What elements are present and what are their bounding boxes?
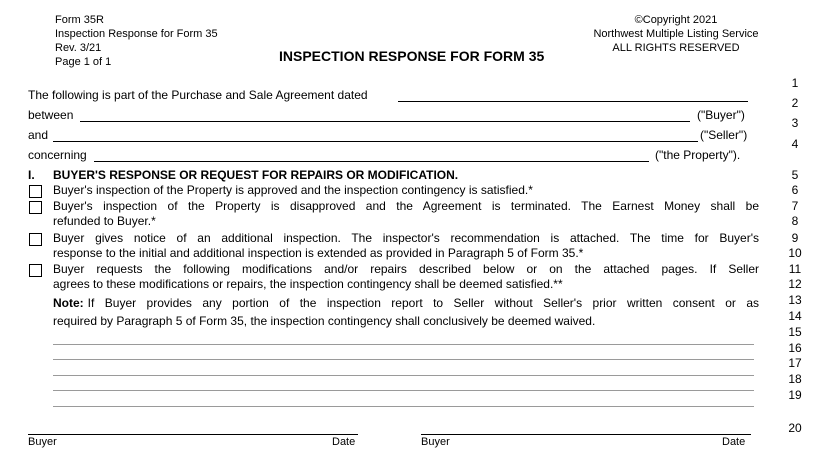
- form-name: Inspection Response for Form 35: [55, 28, 218, 40]
- modification-line[interactable]: [53, 375, 754, 376]
- line-number: 14: [788, 309, 802, 323]
- organization: Northwest Multiple Listing Service: [593, 28, 759, 40]
- line-number: 17: [788, 356, 802, 370]
- line-number: 1: [791, 76, 799, 90]
- section-heading: BUYER'S RESPONSE OR REQUEST FOR REPAIRS OR MODIFICATION.: [53, 168, 459, 182]
- request-repairs-checkbox[interactable]: [29, 264, 42, 277]
- note-text-line2: required by Paragraph 5 of Form 35, the inspection contingency shall conclusively be deemed waived.: [53, 314, 596, 328]
- line-number: 11: [788, 262, 802, 276]
- line-number: 16: [788, 341, 802, 355]
- disapprove-checkbox[interactable]: [29, 201, 42, 214]
- buyer1-signature-line[interactable]: [28, 434, 358, 435]
- form-rev: Rev. 3/21: [55, 42, 102, 54]
- line-number: 9: [791, 231, 799, 245]
- option-approve-text: Buyer's inspection of the Property is approved and the inspection contingency is satisfied.*: [53, 183, 533, 197]
- buyer1-signature-label: Buyer: [28, 436, 57, 448]
- buyer1-date-label: Date: [332, 436, 356, 448]
- agreement-date-field[interactable]: [398, 101, 748, 102]
- line-number: 2: [791, 96, 799, 110]
- line-number: 12: [788, 277, 802, 291]
- line-number: 8: [791, 214, 799, 228]
- modification-line[interactable]: [53, 406, 754, 407]
- buyer-label: between: [28, 108, 74, 122]
- line-number: 20: [788, 421, 802, 435]
- seller-label: and: [28, 128, 49, 142]
- property-label: concerning: [28, 148, 87, 162]
- buyer-suffix: ("Buyer"): [697, 108, 745, 122]
- buyer2-date-label: Date: [722, 436, 746, 448]
- option-additional-text-line2: response to the initial and additional inspection is extended as provided in Paragraph 5 of Form 35.*: [53, 246, 584, 260]
- note-line1: [53, 296, 759, 310]
- line-number: 10: [788, 246, 802, 260]
- line-number: 13: [788, 293, 802, 307]
- option-additional-text-line1: Buyer gives notice of an additional inspection. The inspector's recommendation is attached. The time for Buyer's: [53, 231, 759, 245]
- buyer-name-field[interactable]: [80, 121, 690, 122]
- seller-suffix: ("Seller"): [700, 128, 748, 142]
- line-number: 15: [788, 325, 802, 339]
- buyer2-signature-line[interactable]: [421, 434, 751, 435]
- copyright: ©Copyright 2021: [634, 14, 718, 26]
- approve-checkbox[interactable]: [29, 185, 42, 198]
- modification-line[interactable]: [53, 359, 754, 360]
- option-disapprove-text-line2: refunded to Buyer.*: [53, 214, 156, 228]
- option-repairs-text-line2: agrees to these modifications or repairs, the inspection contingency shall be deemed satisfied.**: [53, 277, 563, 291]
- option-repairs-text-line1: Buyer requests the following modifications and/or repairs described below or on the attached pages. If Seller: [53, 262, 759, 276]
- section-number: I.: [28, 168, 35, 182]
- rights-reserved: ALL RIGHTS RESERVED: [612, 42, 740, 54]
- line-number: 3: [791, 116, 799, 130]
- line-number: 4: [791, 137, 799, 151]
- buyer2-signature-label: Buyer: [421, 436, 450, 448]
- additional-inspection-checkbox[interactable]: [29, 233, 42, 246]
- page-indicator: Page 1 of 1: [55, 56, 112, 68]
- modification-line[interactable]: [53, 390, 754, 391]
- form-id: Form 35R: [55, 14, 104, 26]
- note-text-line1: If Buyer provides any portion of the inspection report to Seller without Seller's prior written consent or as: [87, 296, 759, 310]
- line-number: 19: [788, 388, 802, 402]
- seller-name-field[interactable]: [53, 141, 698, 142]
- option-disapprove-text-line1: Buyer's inspection of the Property is disapproved and the Agreement is terminated. The Earnest Money shall be: [53, 199, 759, 213]
- line-number: 5: [791, 168, 799, 182]
- document-title: INSPECTION RESPONSE FOR FORM 35: [279, 48, 545, 64]
- modification-line[interactable]: [53, 344, 754, 345]
- line-number: 6: [791, 183, 799, 197]
- agreement-date-label: The following is part of the Purchase and Sale Agreement dated: [28, 88, 368, 102]
- property-suffix: ("the Property").: [655, 148, 741, 162]
- property-field[interactable]: [94, 161, 649, 162]
- line-number: 18: [788, 372, 802, 386]
- line-number: 7: [791, 199, 799, 213]
- note-label: Note:: [53, 296, 84, 310]
